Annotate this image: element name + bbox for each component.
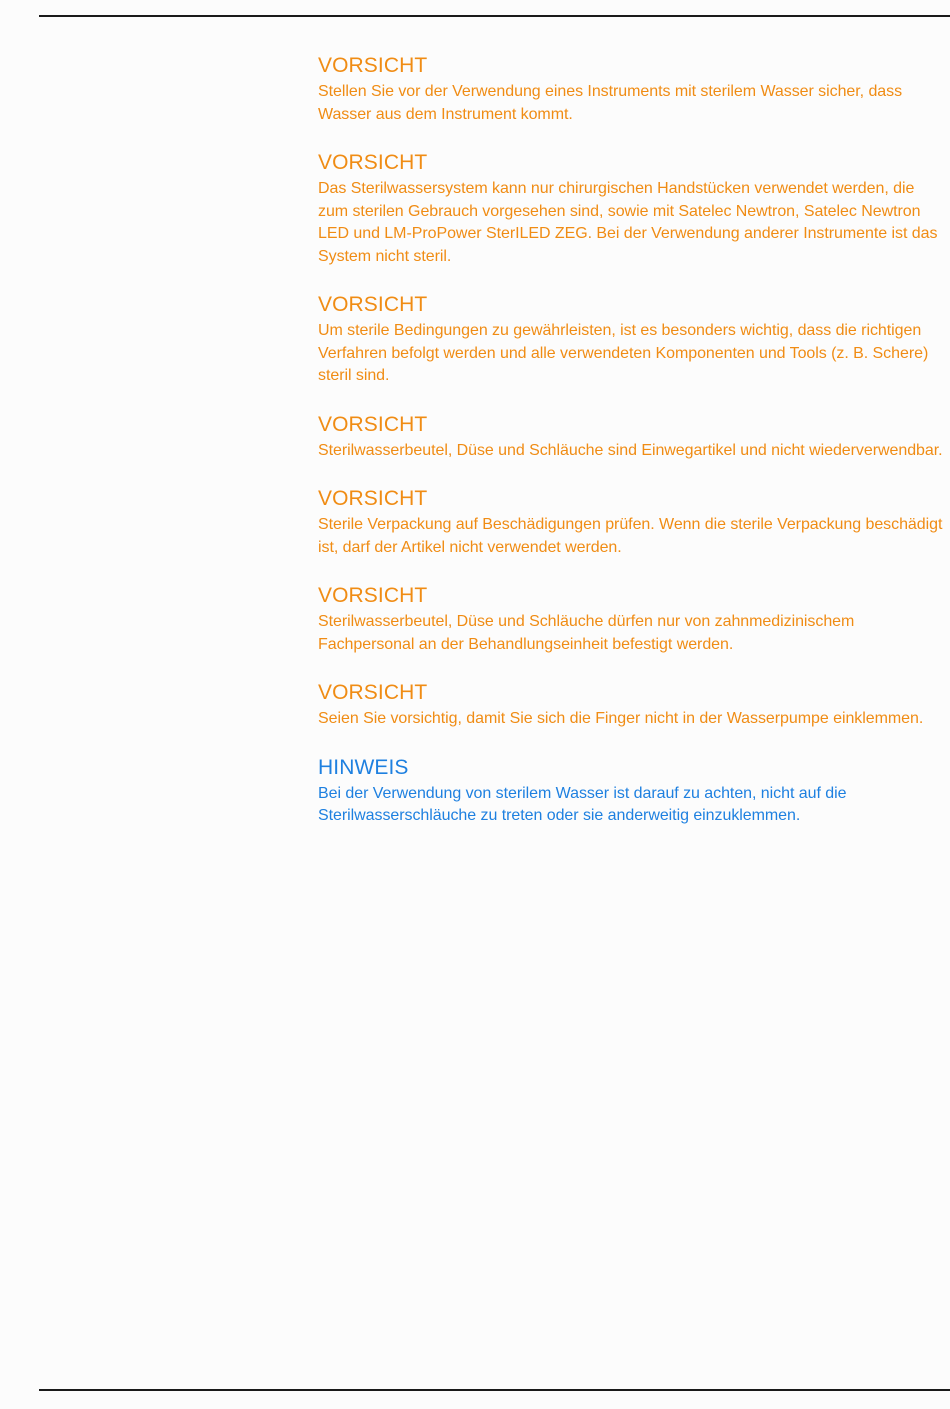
caution-text: Seien Sie vorsichtig, damit Sie sich die Finger nicht in der Wasserpumpe einklemmen. [318,710,924,727]
caution-notice-1 [318,52,948,126]
caution-notice-5 [318,485,948,559]
note-heading: HINWEIS [318,755,409,779]
notice-list [318,52,948,851]
caution-heading: VORSICHT [318,681,428,704]
caution-text: Stellen Sie vor der Verwendung eines Instruments mit sterilem Wasser sicher, dass Wasser aus dem Instrument kommt. [318,83,903,123]
caution-notice-6 [318,582,948,656]
caution-notice-7 [318,679,948,731]
caution-text: Sterilwasserbeutel, Düse und Schläuche dürfen nur von zahnmedizinischem Fachpersonal an der Behandlungseinheit befestigt werden. [318,613,855,653]
note-notice [318,754,948,828]
caution-heading: VORSICHT [318,584,428,607]
caution-text: Sterile Verpackung auf Beschädigungen prüfen. Wenn die sterile Verpackung beschädigt ist, darf der Artikel nicht verwendet werden. [318,516,943,556]
header-rule [39,15,950,17]
footer-rule [39,1389,950,1391]
caution-notice-3 [318,291,948,388]
caution-text: Sterilwasserbeutel, Düse und Schläuche sind Einwegartikel und nicht wiederverwendbar. [318,441,943,459]
caution-notice-4 [318,411,948,463]
caution-text: Um sterile Bedingungen zu gewährleisten, ist es besonders wichtig, dass die richtigen Verfahren befolgt werden und alle verwendeten Komponenten und Tools (z. B. Schere) steril sind. [318,322,929,384]
caution-heading: VORSICHT [318,293,428,316]
caution-heading: VORSICHT [318,54,428,77]
note-text: Bei der Verwendung von sterilem Wasser ist darauf zu achten, nicht auf die Sterilwasserschläuche zu treten oder sie anderweitig einzuklemmen. [318,784,847,824]
caution-notice-2 [318,149,948,268]
caution-heading: VORSICHT [318,487,428,510]
caution-heading: VORSICHT [318,151,428,174]
caution-heading: VORSICHT [318,412,428,436]
caution-text: Das Sterilwassersystem kann nur chirurgischen Handstücken verwendet werden, die zum sterilen Gebrauch vorgesehen sind, sowie mit Satelec Newtron, Satelec Newtron LED und LM-ProPower SterILED ZEG. Bei der Verwendung anderer Instrumente ist das System nicht steril. [318,180,938,265]
